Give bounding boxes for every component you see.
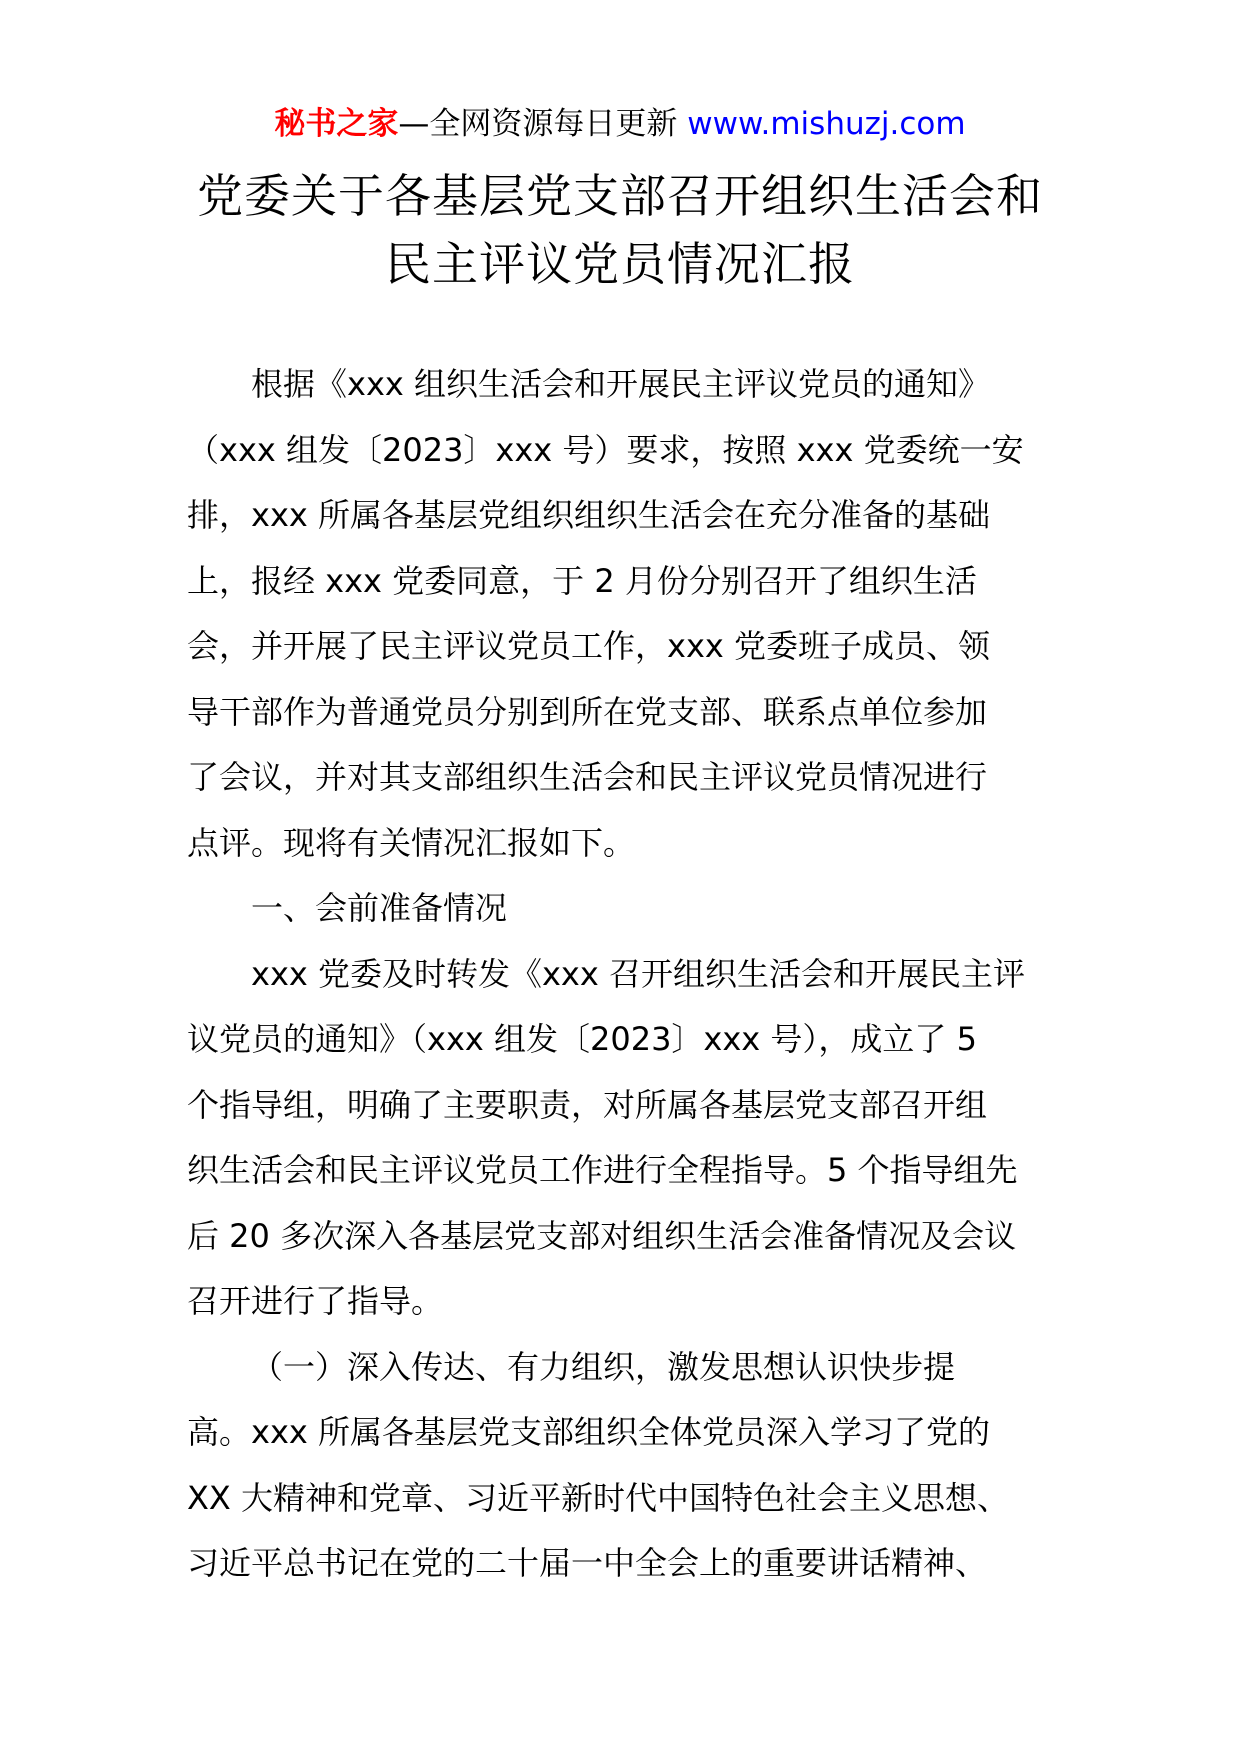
paragraph-3-line: （一）深入传达、有力组织，激发思想认识快步提 [251, 1347, 956, 1386]
paragraph-2-line: 议党员的通知》（xxx 组发〔2023〕xxx 号），成立了 5 [187, 1020, 977, 1058]
paragraph-3-line: XX 大精神和党章、习近平新时代中国特色社会主义思想、 [187, 1478, 1010, 1517]
document-title-line-2: 民主评议党员情况汇报 [385, 237, 855, 291]
paragraph-2-line: 后 20 多次深入各基层党支部对组织生活会准备情况及会议 [187, 1216, 1017, 1255]
site-slogan: —全网资源每日更新 [398, 106, 678, 142]
paragraph-2-line: 召开进行了指导。 [187, 1282, 444, 1320]
paragraph-2-line: 个指导组，明确了主要职责，对所属各基层党支部召开组 [187, 1085, 988, 1124]
paragraph-1-line: 点评。现将有关情况汇报如下。 [187, 823, 636, 862]
paragraph-3-line: 习近平总书记在党的二十届一中全会上的重要讲话精神、 [187, 1544, 988, 1582]
paragraph-1-line: （xxx 组发〔2023〕xxx 号）要求，按照 xxx 党委统一安 [187, 430, 1024, 469]
paragraph-1-line: 了会议，并对其支部组织生活会和民主评议党员情况进行 [187, 758, 988, 796]
paragraph-1-line: 根据《xxx 组织生活会和开展民主评议党员的通知》 [251, 365, 990, 403]
document-title-line-1: 党委关于各基层党支部召开组织生活会和 [197, 169, 1043, 223]
paragraph-2-line: 织生活会和民主评议党员工作进行全程指导。5 个指导组先 [187, 1151, 1018, 1189]
paragraph-1-line: 导干部作为普通党员分别到所在党支部、联系点单位参加 [187, 692, 988, 731]
site-brand: 秘书之家 [274, 106, 399, 142]
paragraph-3-line: 高。xxx 所属各基层党支部组织全体党员深入学习了党的 [187, 1413, 990, 1451]
paragraph-2-line: xxx 党委及时转发《xxx 召开组织生活会和开展民主评 [251, 954, 1025, 993]
document-body [187, 352, 1057, 1597]
paragraph-1-line: 排，xxx 所属各基层党组织组织生活会在充分准备的基础 [187, 496, 990, 534]
section-heading: 一、会前准备情况 [251, 889, 508, 927]
site-header [0, 104, 1240, 144]
document-title [0, 162, 1240, 298]
site-url-link[interactable]: www.mishuzj.com [687, 106, 966, 142]
paragraph-1-line: 会，并开展了民主评议党员工作，xxx 党委班子成员、领 [187, 627, 990, 665]
paragraph-1-line: 上，报经 xxx 党委同意，于 2 月份分别召开了组织生活 [187, 561, 977, 600]
